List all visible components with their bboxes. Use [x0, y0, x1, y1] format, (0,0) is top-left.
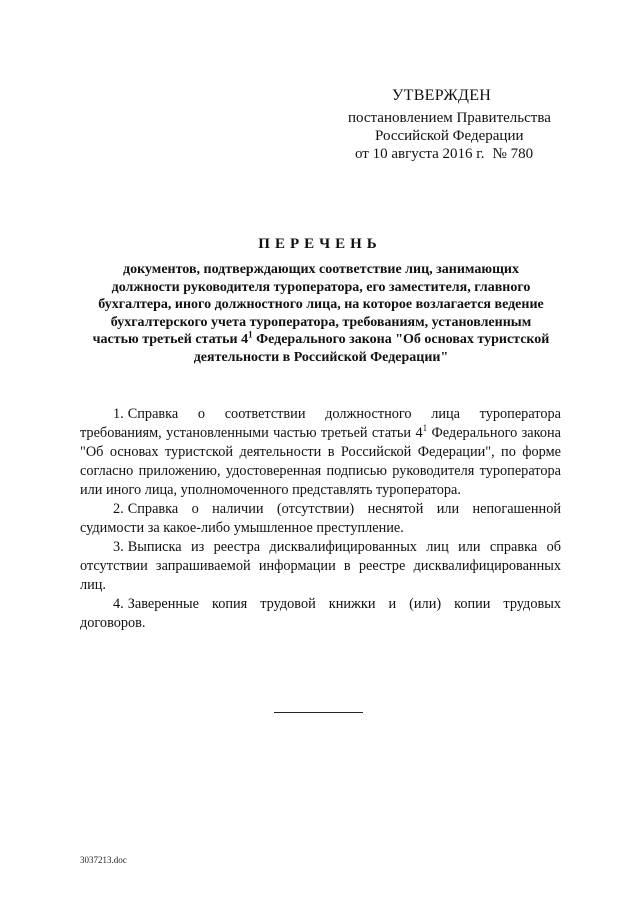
list-item-number: 4. [113, 596, 124, 612]
approval-line-1: постановлением Правительства [348, 110, 551, 126]
subtitle-superscript: 1 [248, 329, 253, 340]
list-item-text: Заверенные копия трудовой книжки и (или) копии трудовых договоров. [80, 596, 561, 631]
list-item-text: Справка о соответствии должностного лица туроператора требованиям, установленными частью третьей статьи 4 [80, 406, 561, 441]
list-item [80, 538, 561, 595]
approval-date-line [355, 145, 533, 163]
approval-line-2: Российской Федерации [375, 128, 524, 144]
list-item-text: Справка о наличии (отсутствии) неснятой или непогашенной судимости за какое-либо умышленное преступление. [80, 501, 561, 536]
closing-divider [274, 712, 363, 713]
file-name-footer: 3037213.doc [80, 855, 127, 865]
list-item-number: 1. [113, 406, 124, 422]
document-list [80, 405, 561, 633]
list-item-number: 2. [113, 501, 124, 517]
list-item-text-cont: Федерального закона "Об основах туристской деятельности в Российской Федерации", по форме согласно приложению, удостоверенная подписью руководителя туроператора или иного лица, уполномоченного представлять туроператора. [80, 425, 561, 498]
list-item [80, 500, 561, 538]
approval-number: № 780 [492, 146, 534, 162]
subtitle-text-2: Федерального закона "Об основах туристской деятельности в Российской Федерации" [193, 332, 550, 365]
list-item [80, 595, 561, 633]
approval-date: от 10 августа 2016 г. [355, 146, 485, 162]
list-item [80, 405, 561, 500]
document-subtitle [90, 261, 552, 367]
list-item-number: 3. [113, 539, 124, 555]
document-heading: ПЕРЕЧЕНЬ [258, 236, 382, 252]
list-item-superscript: 1 [422, 423, 428, 434]
list-item-text: Выписка из реестра дисквалифицированных лиц или справка об отсутствии запрашиваемой информации в реестре дисквалифицированных лиц. [80, 539, 561, 593]
subtitle-text-1: документов, подтверждающих соответствие лиц, занимающих должности руководителя туроператора, его заместителя, главного бухгалтера, иного должностного лица, на которое возлагается ведение бухгалтерского учета туроператора, требованиям, установленным частью третьей статьи 4 [92, 262, 544, 348]
approval-title: УТВЕРЖДЕН [392, 87, 492, 104]
